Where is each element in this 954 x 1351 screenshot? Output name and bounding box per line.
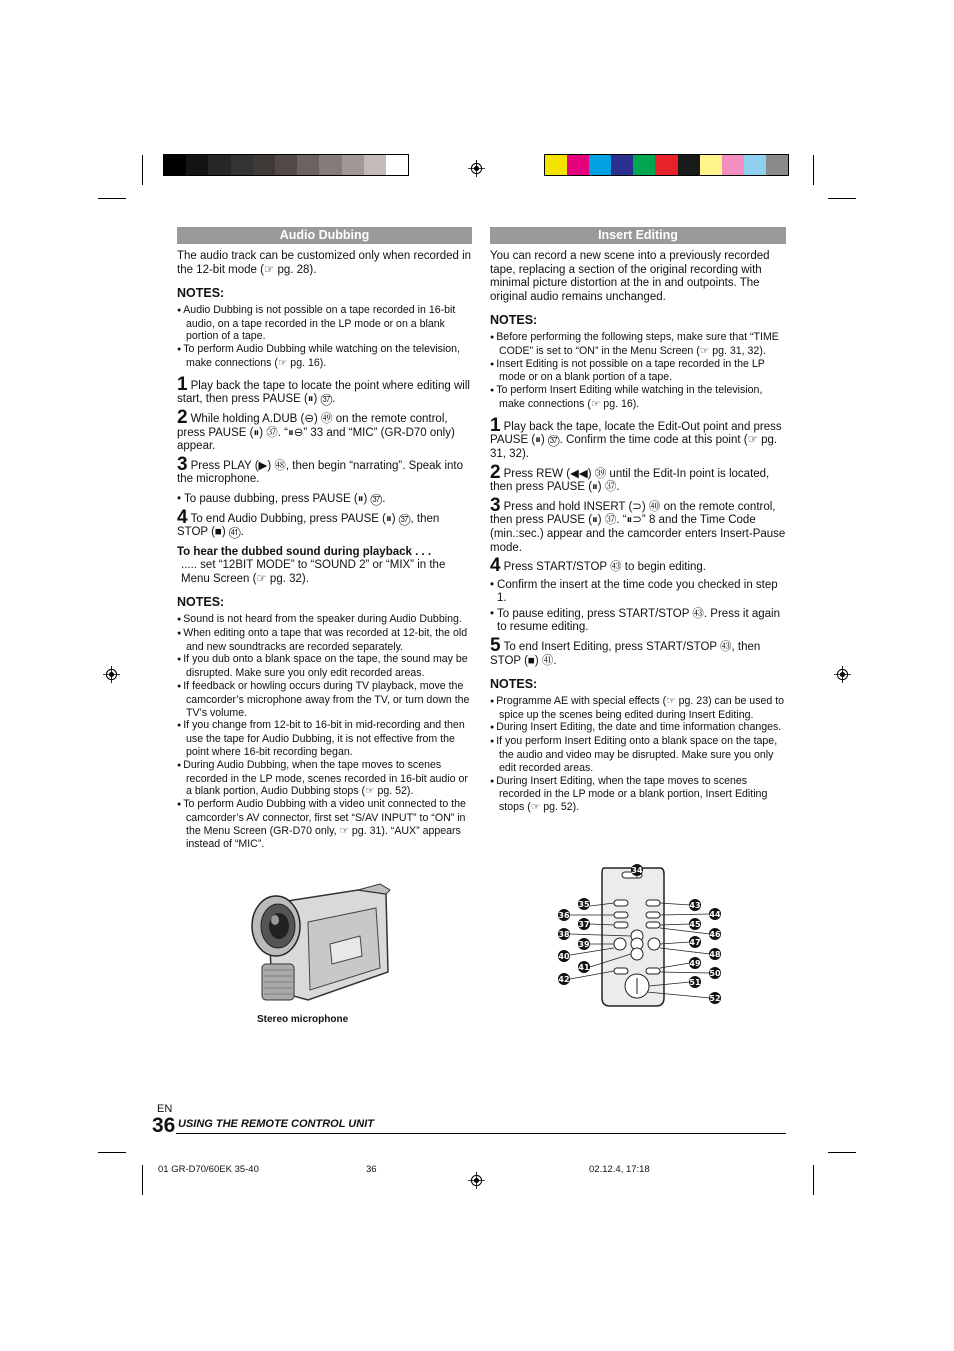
color-swatch <box>545 155 567 175</box>
color-swatch <box>567 155 589 175</box>
registration-mark-icon <box>468 1172 485 1189</box>
note-item: ● During Insert Editing, when the tape moves to scenes recorded in the LP mode or a blank portion, Insert Editing stops (☞ pg. 52). <box>490 775 786 814</box>
remote-label: 38 <box>558 930 570 939</box>
note-item: ● To perform Audio Dubbing while watching on the television, make connections (☞ pg. 16). <box>177 343 473 370</box>
note-item: ● Audio Dubbing is not possible on a tape recorded in 16-bit audio, on a tape recorded in the LP mode or on a blank portion of a tape. <box>177 304 473 343</box>
step-sub-item: • Confirm the insert at the time code you checked in step 1. <box>490 579 786 606</box>
remote-label: 34 <box>631 866 643 875</box>
note-item: ● If you change from 12-bit to 16-bit in mid-recording and then use the tape for Audio Dubbing, it is not effective from the point where 16-bit recording began. <box>177 719 473 758</box>
audio-dubbing-header: Audio Dubbing <box>177 227 472 244</box>
color-swatch <box>678 155 700 175</box>
note-item: ● Before performing the following steps, make sure that “TIME CODE” is set to “ON” in the Menu Screen (☞ pg. 31, 32). <box>490 331 786 358</box>
language-label: EN <box>157 1103 173 1115</box>
step: 5 To end Insert Editing, press START/STOP ㊸, then STOP (■) ㊶. <box>490 635 761 667</box>
color-calibration-bar <box>544 154 789 176</box>
step: 4 Press START/STOP ㊸ to begin editing. <box>490 555 706 577</box>
audio-dubbing-column <box>177 250 473 850</box>
remote-label: 41 <box>578 963 590 972</box>
step: 3 Press PLAY (▶) ㊽, then begin “narrating”. Speak into the microphone. <box>177 453 463 486</box>
step: 3 Press and hold INSERT (⊃) ㊵ on the remote control, then press PAUSE (⏸) ㊲. “⏸⊃” 8 and the Time Code (min.:sec.) appear and the camcorder enters Insert-Pause mode. <box>490 494 786 554</box>
registration-mark-icon <box>103 666 120 683</box>
remote-label: 51 <box>689 978 701 987</box>
step: 1 Play back the tape, locate the Edit-Out point and press PAUSE (⏸) ㊲. Confirm the time code at this point (☞ pg. 31, 32). <box>490 414 782 460</box>
remote-label: 45 <box>689 920 701 929</box>
color-swatch <box>766 155 788 175</box>
color-swatch <box>275 155 297 175</box>
hear-heading: To hear the dubbed sound during playback . . . <box>177 545 432 558</box>
footer-rule <box>176 1133 786 1134</box>
remote-label: 43 <box>689 901 701 910</box>
notes-heading: NOTES: <box>177 286 225 301</box>
crop-mark <box>142 1165 143 1195</box>
note-item: ● If you perform Insert Editing onto a blank space on the tape, the audio and video may be disrupted. Make sure you only edit recorded areas. <box>490 735 786 774</box>
registration-mark-icon <box>468 160 485 177</box>
crop-mark <box>828 1152 856 1153</box>
stereo-microphone-caption: Stereo microphone <box>257 1014 349 1025</box>
step: 2 While holding A.DUB (⊖) ㊾ on the remote control, press PAUSE (⏸) ㊲. “⏸⊖” 33 and “MIC” (GR-D70 only) appear. <box>177 406 455 453</box>
color-swatch <box>700 155 722 175</box>
remote-label: 49 <box>689 959 701 968</box>
note-item: ● If feedback or howling occurs during TV playback, move the camcorder’s microphone away from the TV, or turn down the TV’s volume. <box>177 680 473 719</box>
color-swatch <box>655 155 677 175</box>
notes-heading: NOTES: <box>490 313 538 328</box>
crop-mark <box>828 198 856 199</box>
remote-label: 48 <box>709 950 721 959</box>
note-item: ● During Audio Dubbing, when the tape moves to scenes recorded in the LP mode, scenes recorded in 16-bit audio or a blank portion, Audio Dubbing stops (☞ pg. 52). <box>177 759 473 798</box>
color-swatch <box>342 155 364 175</box>
step: 4 To end Audio Dubbing, press PAUSE (⏸) ㊲, then STOP (■) ㊶. <box>177 506 440 539</box>
insert-editing-column <box>490 250 786 814</box>
color-swatch <box>208 155 230 175</box>
note-item: ● When editing onto a tape that was recorded at 12-bit, the old and new soundtracks are recorded separately. <box>177 627 473 654</box>
color-swatch <box>589 155 611 175</box>
file-info: 01 GR-D70/60EK 35-40 <box>158 1164 259 1175</box>
notes-heading: NOTES: <box>490 677 538 692</box>
remote-label: 36 <box>558 911 570 920</box>
color-swatch <box>633 155 655 175</box>
color-swatch <box>722 155 744 175</box>
remote-label: 52 <box>709 994 721 1003</box>
color-swatch <box>297 155 319 175</box>
remote-control-illustration <box>552 862 727 1012</box>
registration-mark-icon <box>834 666 851 683</box>
remote-label: 37 <box>578 920 590 929</box>
print-date: 02.12.4, 17:18 <box>589 1164 650 1175</box>
remote-label: 46 <box>709 930 721 939</box>
page-number: 36 <box>152 1114 176 1137</box>
remote-label: 50 <box>709 969 721 978</box>
note-item: ● Sound is not heard from the speaker during Audio Dubbing. <box>177 613 473 627</box>
color-swatch <box>611 155 633 175</box>
note-item: ● Insert Editing is not possible on a tape recorded in the LP mode or on a blank portion of a tape. <box>490 358 786 385</box>
color-swatch <box>253 155 275 175</box>
crop-mark <box>813 1165 814 1195</box>
color-swatch <box>319 155 341 175</box>
audio-intro: The audio track can be customized only when recorded in the 12-bit mode (☞ pg. 28). <box>177 250 472 276</box>
remote-label: 40 <box>558 952 570 961</box>
camcorder-illustration <box>248 882 396 1010</box>
remote-label: 44 <box>709 910 721 919</box>
step-sub-item: • To pause editing, press START/STOP ㊸. Press it again to resume editing. <box>490 608 786 635</box>
hear-text: ..... set “12BIT MODE” to “SOUND 2” or “MIX” in the Menu Screen (☞ pg. 32). <box>181 559 446 585</box>
step: 1 Play back the tape to locate the point where editing will start, then press PAUSE (⏸) ㊲. <box>177 373 470 406</box>
remote-label: 47 <box>689 938 701 947</box>
insert-intro: You can record a new scene into a previously recorded tape, replacing a section of the original recording with minimal picture distortion at the in and outpoints. The original audio remains unchanged. <box>490 250 770 303</box>
note-item: ● If you dub onto a blank space on the tape, the sound may be disrupted. Make sure you only edit recorded areas. <box>177 653 473 680</box>
color-swatch <box>186 155 208 175</box>
insert-editing-header: Insert Editing <box>490 227 786 244</box>
remote-label: 35 <box>578 900 590 909</box>
crop-mark <box>813 155 814 185</box>
crop-mark <box>98 198 126 199</box>
remote-label: 42 <box>558 975 570 984</box>
color-swatch <box>744 155 766 175</box>
grayscale-calibration-bar <box>163 154 409 176</box>
notes-heading: NOTES: <box>177 595 225 610</box>
note-item: ● To perform Insert Editing while watching in the television, make connections (☞ pg. 16). <box>490 384 786 411</box>
color-swatch <box>164 155 186 175</box>
note-item: ● During Insert Editing, the date and time information changes. <box>490 721 786 735</box>
step-sub-item: • To pause dubbing, press PAUSE (⏸) ㊲. <box>177 493 473 507</box>
color-swatch <box>386 155 408 175</box>
crop-mark <box>142 155 143 185</box>
remote-label: 39 <box>578 940 590 949</box>
crop-mark <box>98 1152 126 1153</box>
note-item: ● To perform Audio Dubbing with a video unit connected to the camcorder’s AV connector, first set “S/AV INPUT” to “ON” in the Menu Screen (GR-D70 only, ☞ pg. 31). “AUX” appears instead of “MIC”. <box>177 798 473 850</box>
section-footer: USING THE REMOTE CONTROL UNIT <box>178 1118 374 1130</box>
color-swatch <box>364 155 386 175</box>
note-item: ● Programme AE with special effects (☞ pg. 23) can be used to spice up the scenes being edited during Insert Editing. <box>490 695 786 722</box>
step: 2 Press REW (◀◀) ㊴ until the Edit-In point is located, then press PAUSE (⏸) ㊲. <box>490 461 770 494</box>
sheet-number: 36 <box>366 1164 377 1175</box>
color-swatch <box>231 155 253 175</box>
